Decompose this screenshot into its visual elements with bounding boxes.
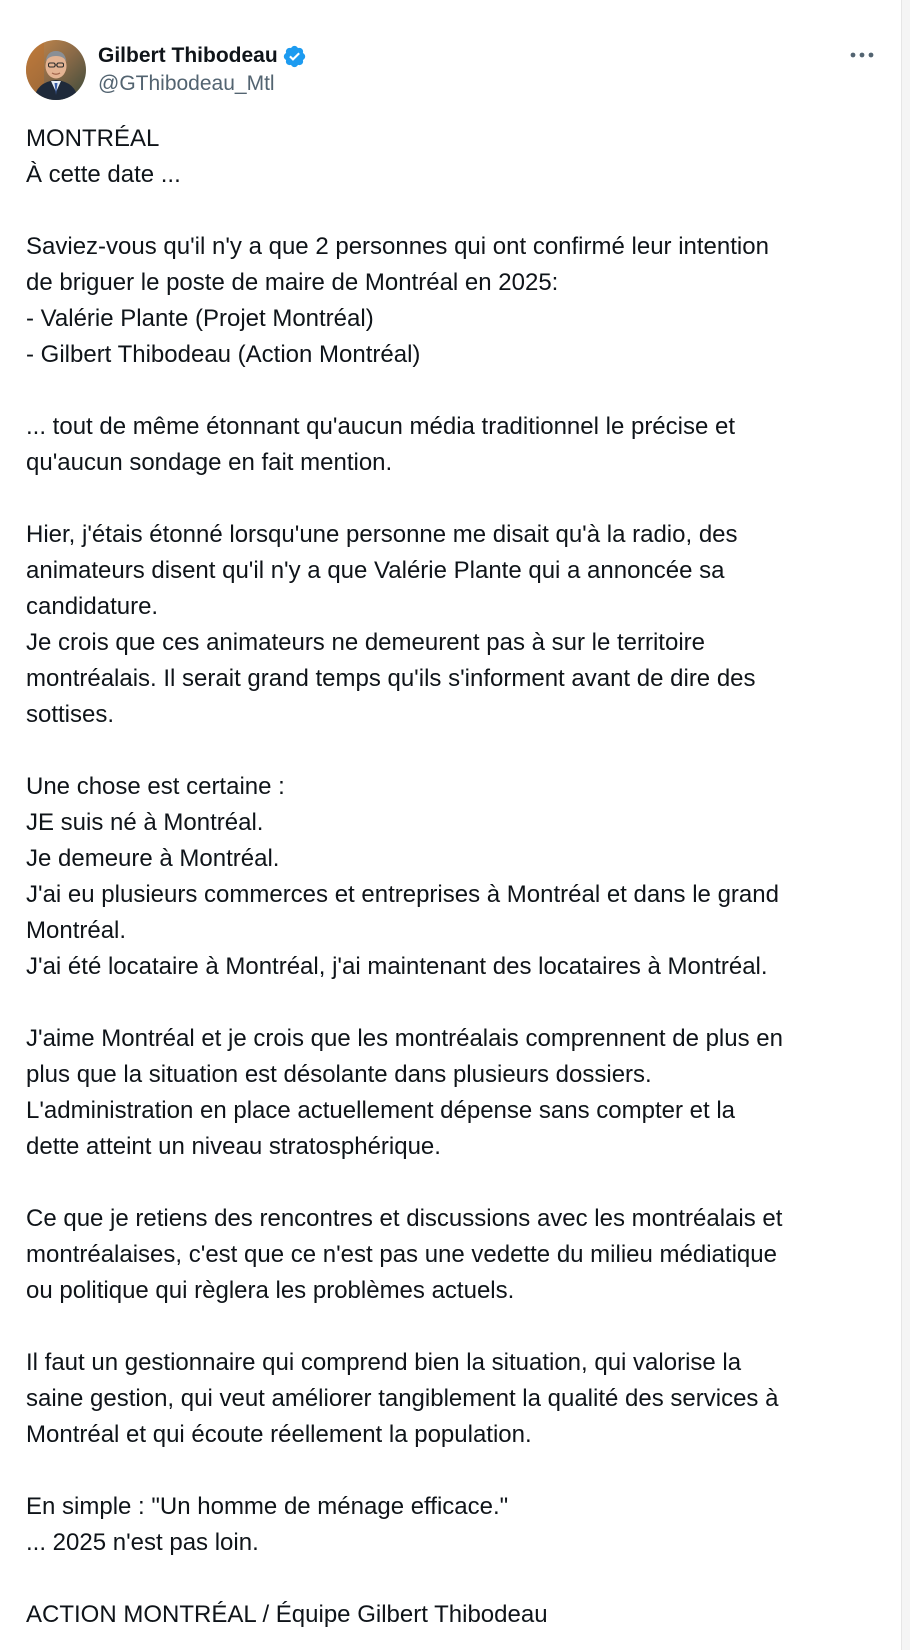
post-text-line: - Valérie Plante (Projet Montréal) — [26, 305, 374, 332]
paragraph-spacer — [26, 733, 878, 769]
paragraph-spacer — [26, 481, 878, 517]
post-text-line: Saviez-vous qu'il n'y a que 2 personnes qui ont confirmé leur intention — [26, 233, 769, 260]
post-text-line: MONTRÉAL — [26, 125, 160, 152]
post-text-line: Une chose est certaine : — [26, 773, 285, 800]
post-text-line: Je crois que ces animateurs ne demeurent pas à sur le territoire — [26, 629, 705, 656]
author-names — [98, 43, 307, 97]
post-text-line: JE suis né à Montréal. — [26, 809, 264, 836]
post-text-line: L'administration en place actuellement dépense sans compter et la — [26, 1097, 735, 1124]
post-text-line: ... 2025 n'est pas loin. — [26, 1529, 259, 1556]
post-text-line: Hier, j'étais étonné lorsqu'une personne me disait qu'à la radio, des — [26, 521, 738, 548]
verified-badge-icon — [282, 44, 307, 69]
paragraph-spacer — [26, 1561, 878, 1597]
post-text-line: plus que la situation est désolante dans plusieurs dossiers. — [26, 1061, 652, 1088]
post-text-line: ou politique qui règlera les problèmes actuels. — [26, 1277, 515, 1304]
post-text-line: saine gestion, qui veut améliorer tangiblement la qualité des services à — [26, 1385, 779, 1412]
post-text-line: ACTION MONTRÉAL / Équipe Gilbert Thibodeau — [26, 1601, 548, 1628]
more-options-icon[interactable] — [845, 44, 879, 66]
post-text-line: À cette date ... — [26, 161, 181, 188]
post-text-line: J'ai été locataire à Montréal, j'ai maintenant des locataires à Montréal. — [26, 953, 768, 980]
display-name-row — [98, 43, 307, 69]
display-name[interactable]: Gilbert Thibodeau — [98, 44, 278, 68]
post-text-line: de briguer le poste de maire de Montréal en 2025: — [26, 269, 559, 296]
paragraph-spacer — [26, 193, 878, 229]
post-text-line: J'aime Montréal et je crois que les montréalais comprennent de plus en — [26, 1025, 783, 1052]
post-text-line: Ce que je retiens des rencontres et discussions avec les montréalais et — [26, 1205, 783, 1232]
post-text-line: dette atteint un niveau stratosphérique. — [26, 1133, 441, 1160]
paragraph-spacer — [26, 1165, 878, 1201]
post-text-line: J'ai eu plusieurs commerces et entreprises à Montréal et dans le grand — [26, 881, 779, 908]
post-header — [26, 40, 307, 100]
paragraph-spacer — [26, 373, 878, 409]
post-text-line: Je demeure à Montréal. — [26, 845, 280, 872]
post-text-line: Il faut un gestionnaire qui comprend bien la situation, qui valorise la — [26, 1349, 742, 1376]
post-text-line: montréalais. Il serait grand temps qu'ils s'informent avant de dire des — [26, 665, 756, 692]
avatar[interactable] — [26, 40, 86, 100]
post-text-line: montréalaises, c'est que ce n'est pas une vedette du milieu médiatique — [26, 1241, 777, 1268]
post-text-line: animateurs disent qu'il n'y a que Valérie Plante qui a annoncée sa — [26, 557, 725, 584]
post-text-line: - Gilbert Thibodeau (Action Montréal) — [26, 341, 421, 368]
paragraph-spacer — [26, 1309, 878, 1345]
post-text-line: Montréal. — [26, 917, 127, 944]
avatar-image — [26, 40, 86, 100]
paragraph-spacer — [26, 985, 878, 1021]
post-text-line: Montréal et qui écoute réellement la population. — [26, 1421, 532, 1448]
post-text-line: sottises. — [26, 701, 115, 728]
post-text-line: qu'aucun sondage en fait mention. — [26, 449, 393, 476]
post-text-line: ... tout de même étonnant qu'aucun média traditionnel le précise et — [26, 413, 736, 440]
post-text — [26, 121, 878, 1633]
paragraph-spacer — [26, 1453, 878, 1489]
post-text-line: En simple : "Un homme de ménage efficace." — [26, 1493, 509, 1520]
post-text-line: candidature. — [26, 593, 159, 620]
handle[interactable]: @GThibodeau_Mtl — [98, 71, 275, 95]
